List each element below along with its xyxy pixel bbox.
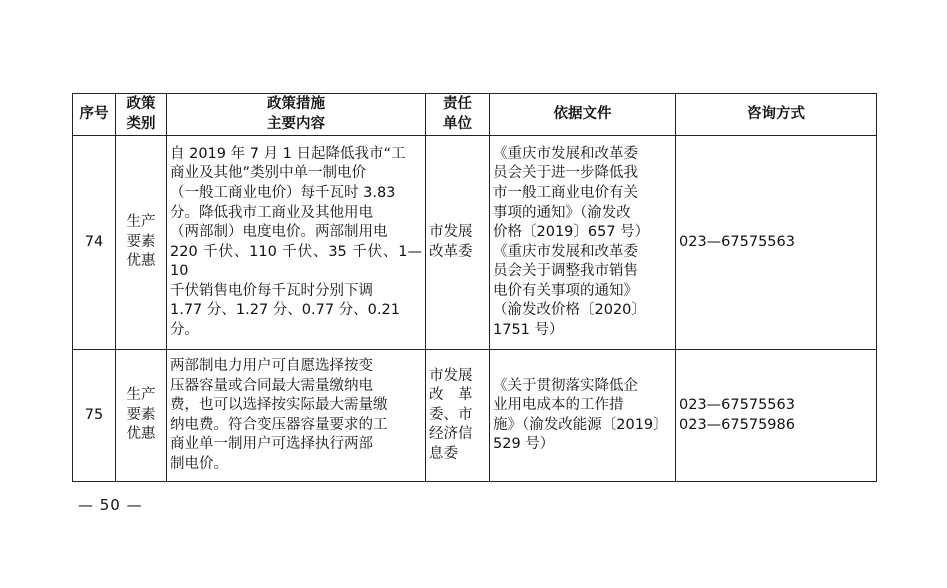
- row-unit: [426, 350, 490, 482]
- basis-line: 529 号）: [493, 436, 555, 453]
- basis-line: 事项的通知》（渝发改: [493, 204, 631, 221]
- table-header-row: [73, 94, 877, 136]
- header-unit-line: 单位: [443, 115, 472, 132]
- row-content: [167, 350, 426, 482]
- row-category: [116, 136, 167, 350]
- content-line: 费，也可以选择按实际最大需量缴: [170, 397, 388, 414]
- row-basis: [490, 350, 676, 482]
- content-line: 两部制电力用户可自愿选择按变: [170, 357, 373, 374]
- content-line: 商业单一制用户可选择执行两部: [170, 436, 373, 453]
- contact-phone: 023—67575563: [679, 233, 795, 250]
- row-seq: 75: [73, 350, 116, 482]
- unit-line: 息委: [429, 446, 458, 463]
- basis-line: 员会关于进一步降低我: [493, 165, 638, 182]
- basis-line: 电价有关事项的通知》: [493, 282, 638, 299]
- content-line: 制电价。: [170, 455, 228, 472]
- header-measures: [167, 94, 426, 136]
- category-line: 优惠: [126, 253, 156, 270]
- content-line: （两部制）电度电价。两部制用电: [170, 224, 388, 241]
- content-line: 千伏销售电价每千瓦时分别下调: [170, 282, 373, 299]
- category-line: 生产: [126, 387, 156, 404]
- unit-line: 改 革: [429, 387, 473, 404]
- content-line: 商业及其他”类别中单一制电价: [170, 165, 367, 182]
- basis-line: 《关于贯彻落实降低企: [493, 377, 638, 394]
- content-line: 压器容量或合同最大需量缴纳电: [170, 377, 373, 394]
- unit-line: 市发展: [429, 224, 473, 241]
- basis-line: 施》（渝发改能源〔2019〕: [493, 416, 668, 433]
- row-unit: [426, 136, 490, 350]
- content-line: 分。: [170, 322, 199, 339]
- row-contact: [676, 136, 877, 350]
- header-category-line: 政策: [126, 96, 156, 112]
- contact-phone: 023—67575986: [679, 416, 795, 433]
- header-seq: 序号: [73, 94, 116, 136]
- basis-line: 业用电成本的工作措: [493, 397, 624, 414]
- category-line: 要素: [126, 406, 156, 423]
- contact-phone: 023—67575563: [679, 397, 795, 414]
- category-line: 优惠: [126, 426, 156, 443]
- page-number: — 50 —: [78, 496, 143, 514]
- unit-line: 市发展: [429, 367, 473, 384]
- header-measures-line: 主要内容: [267, 115, 325, 132]
- basis-line: （渝发改价格〔2020〕: [493, 302, 646, 319]
- content-line: 1.77 分、1.27 分、0.77 分、0.21: [170, 302, 400, 319]
- row-basis: [490, 136, 676, 350]
- content-line: 纳电费。符合变压器容量要求的工: [170, 416, 388, 433]
- policy-table: [72, 93, 877, 482]
- content-line: 分。降低我市工商业及其他用电: [170, 204, 373, 221]
- content-line: 220 千伏、110 千伏、35 千伏、1—10: [170, 243, 422, 280]
- header-measures-line: 政策措施: [267, 96, 325, 112]
- unit-line: 改革委: [429, 243, 473, 260]
- row-contact: [676, 350, 877, 482]
- header-unit: [426, 94, 490, 136]
- unit-line: 委、市: [429, 406, 473, 423]
- category-line: 生产: [126, 214, 156, 231]
- table-row: [73, 350, 877, 482]
- basis-line: 市一般工商业电价有关: [493, 184, 638, 201]
- content-line: 自 2019 年 7 月 1 日起降低我市“工: [170, 145, 406, 162]
- row-seq: 74: [73, 136, 116, 350]
- header-unit-line: 责任: [443, 96, 472, 112]
- basis-line: 1751 号）: [493, 322, 564, 339]
- header-contact: 咨询方式: [676, 94, 877, 136]
- content-line: （一般工商业电价）每千瓦时 3.83: [170, 184, 396, 201]
- unit-line: 经济信: [429, 426, 473, 443]
- basis-line: 《重庆市发展和改革委: [493, 145, 638, 162]
- header-category-line: 类别: [126, 115, 156, 132]
- basis-line: 《重庆市发展和改革委: [493, 243, 638, 260]
- header-category: [116, 94, 167, 136]
- table-row: [73, 136, 877, 350]
- header-basis: 依据文件: [490, 94, 676, 136]
- row-content: [167, 136, 426, 350]
- basis-line: 员会关于调整我市销售: [493, 263, 638, 280]
- basis-line: 价格〔2019〕657 号）: [493, 224, 650, 241]
- row-category: [116, 350, 167, 482]
- category-line: 要素: [126, 233, 156, 250]
